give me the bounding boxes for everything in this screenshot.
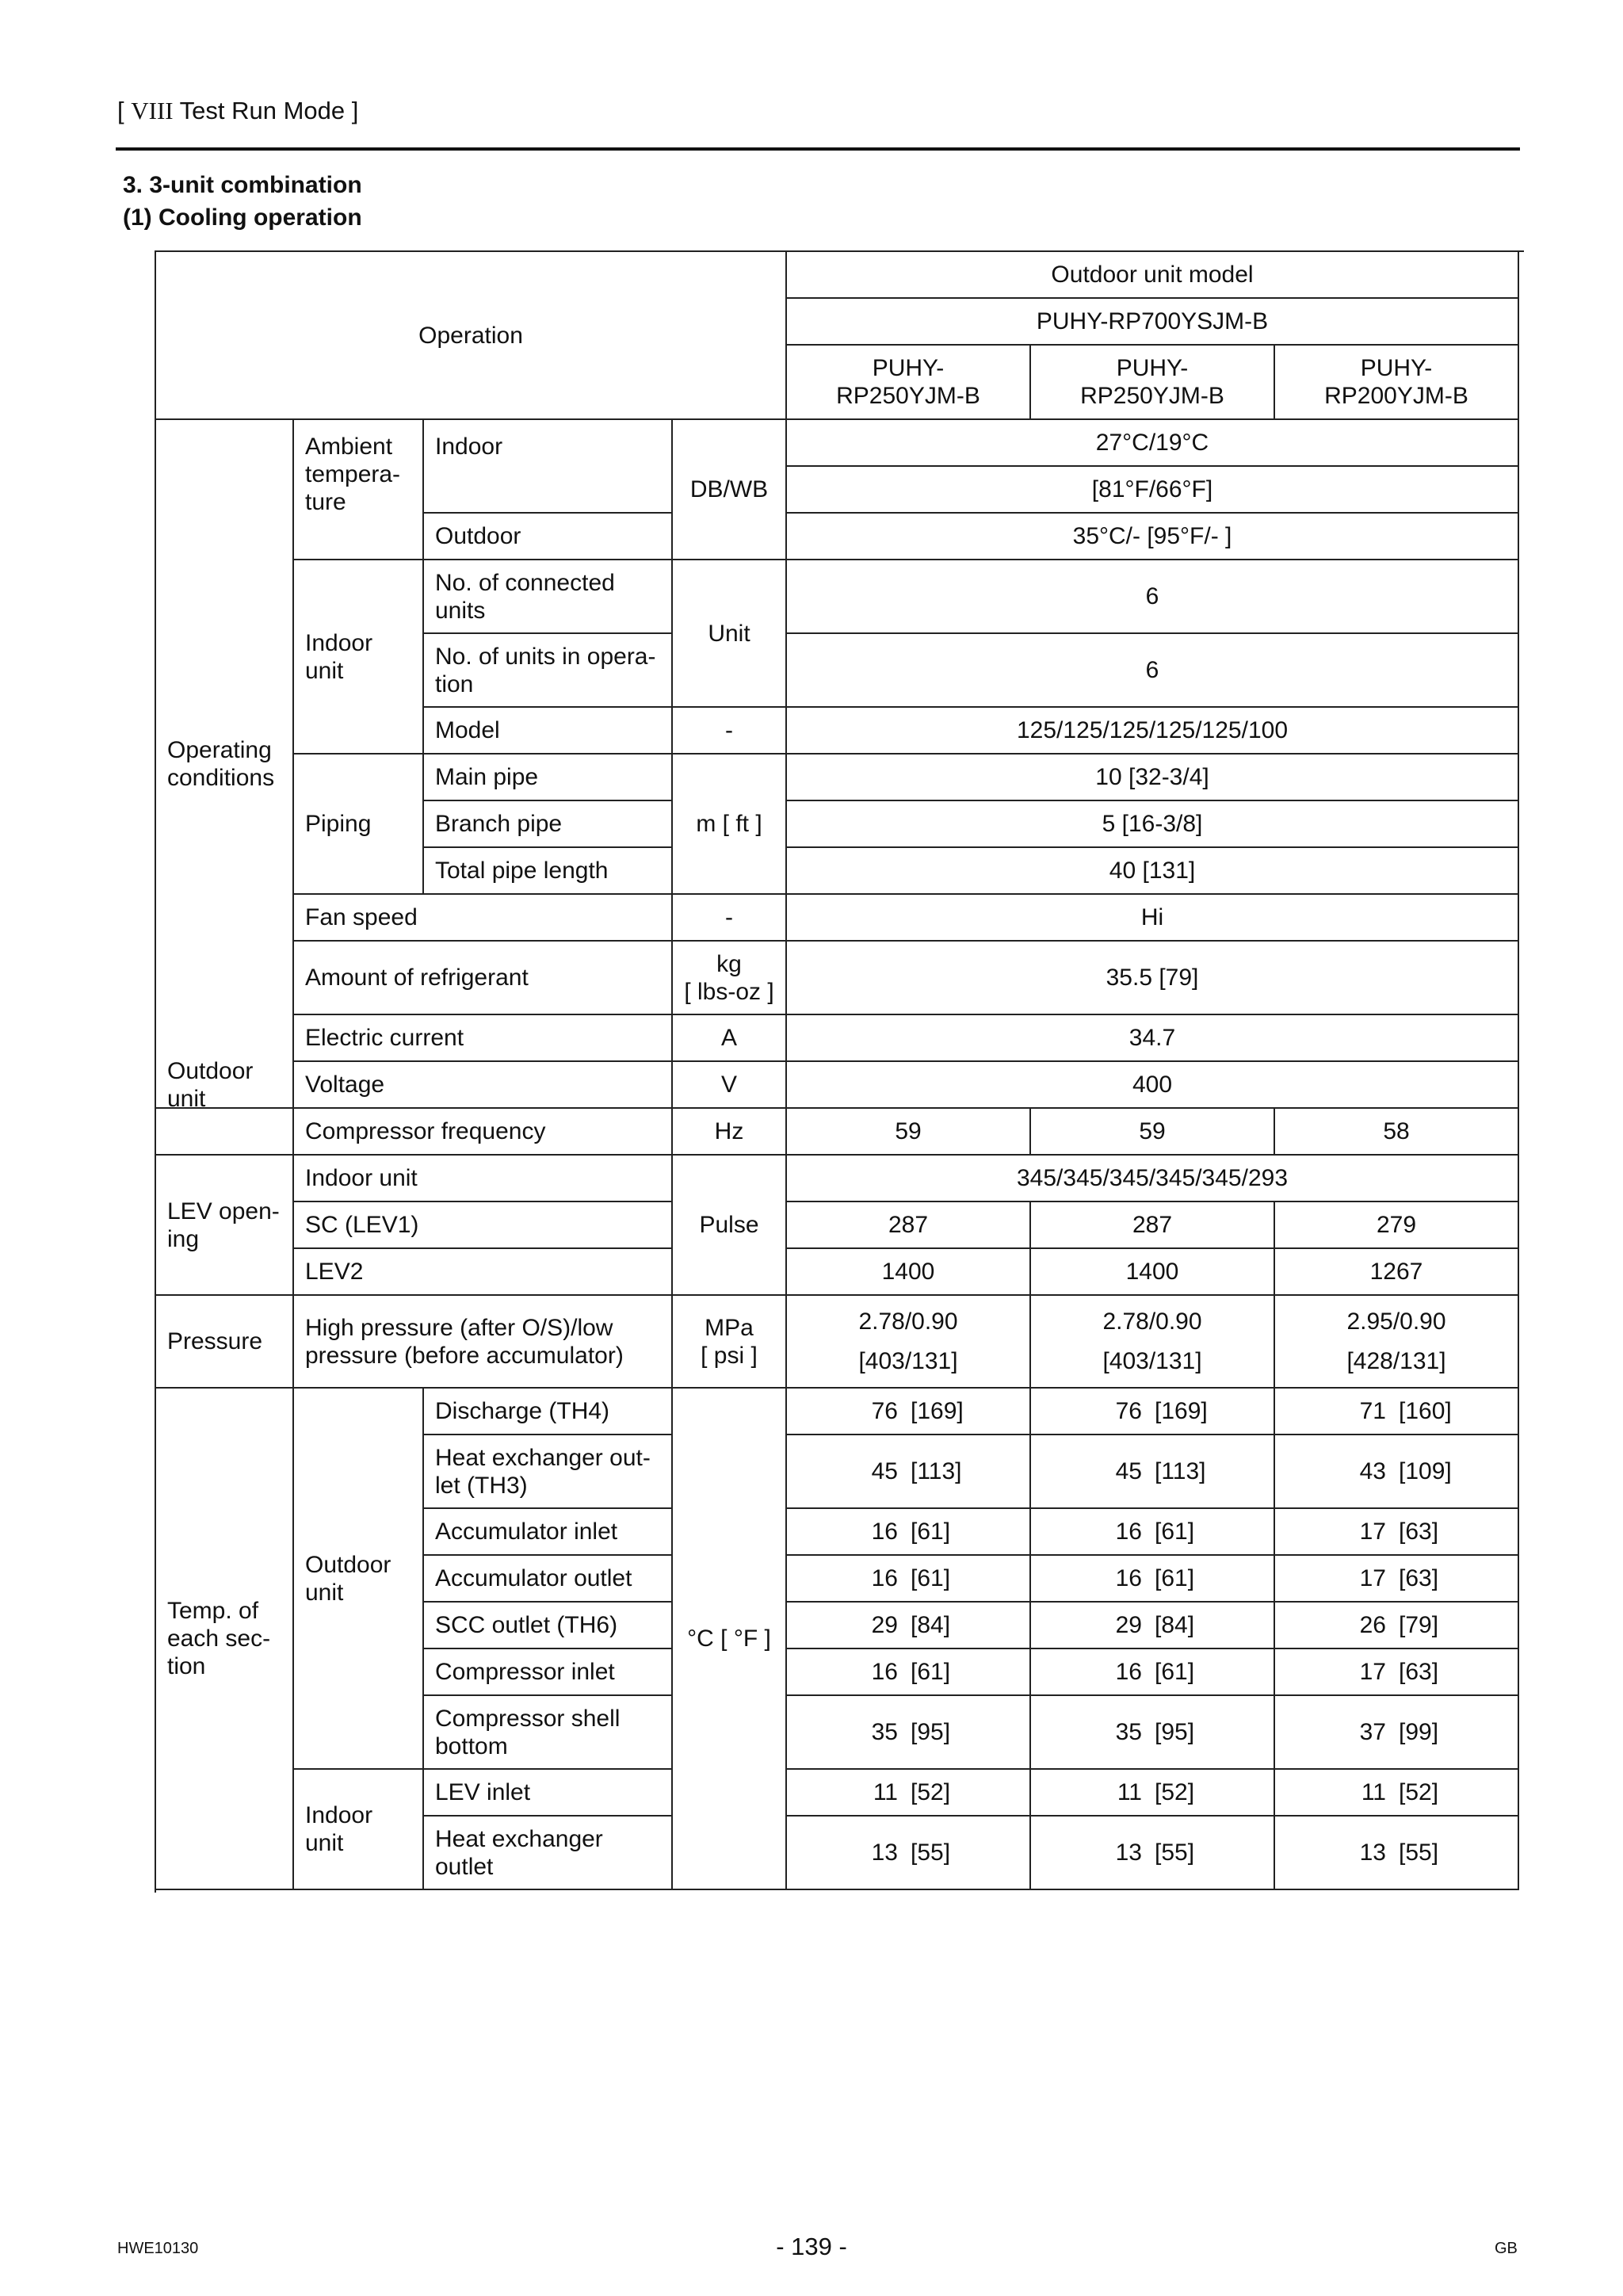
compressor-frequency-value: 58 [1275, 1109, 1519, 1156]
compressor-frequency-value: 59 [787, 1109, 1031, 1156]
temp-fahrenheit: [160] [1399, 1398, 1452, 1424]
region-code: GB [1495, 2240, 1518, 2257]
group-outdoor-unit: Outdoor unit [156, 1015, 294, 1156]
sc-lev1-label: SC (LEV1) [294, 1202, 673, 1249]
fan-speed-label: Fan speed [294, 895, 673, 942]
temp-row-label: Discharge (TH4) [424, 1389, 673, 1435]
test-run-table [155, 250, 1524, 1893]
temp-value [1275, 1817, 1519, 1890]
subsection-title: (1) Cooling operation [123, 204, 362, 231]
temp-fahrenheit: [52] [1155, 1779, 1195, 1805]
temp-value-pair [1283, 1839, 1510, 1866]
lev-indoor-value: 345/345/345/345/345/293 [787, 1156, 1519, 1202]
piping-unit: m [ ft ] [673, 755, 787, 895]
temp-value-pair [1039, 1397, 1266, 1425]
ambient-temperature-label: Ambient tempera- ture [294, 420, 424, 560]
indoor-unit-label: Indoor unit [294, 560, 424, 755]
temp-value [787, 1817, 1031, 1890]
temp-value-pair [1283, 1658, 1510, 1686]
temp-value-pair [795, 1564, 1022, 1592]
pressure-unit: MPa [ psi ] [673, 1296, 787, 1389]
compressor-frequency-unit: Hz [673, 1109, 787, 1156]
refrigerant-value: 35.5 [79] [787, 942, 1519, 1015]
chapter-title: Test Run Mode [179, 97, 346, 124]
model-unit: - [673, 708, 787, 755]
temp-fahrenheit: [61] [911, 1565, 951, 1591]
group-lev-opening: LEV open- ing [156, 1156, 294, 1296]
temp-celsius: 45 [1115, 1458, 1142, 1484]
temp-fahrenheit: [61] [1155, 1519, 1195, 1545]
temp-value-pair [795, 1457, 1022, 1485]
temp-celsius: 17 [1359, 1519, 1386, 1545]
pressure-value: 2.78/0.90 [403/131] [787, 1296, 1031, 1389]
temp-value [787, 1435, 1031, 1509]
temp-value [787, 1603, 1031, 1649]
temp-value [1275, 1389, 1519, 1435]
group-temperature: Temp. of each sec- tion [156, 1389, 294, 1890]
temp-value-pair [795, 1718, 1022, 1746]
operating-units-value: 6 [787, 634, 1519, 708]
ambient-outdoor-label: Outdoor [424, 514, 673, 560]
compressor-frequency-value: 59 [1031, 1109, 1275, 1156]
temp-value [1275, 1603, 1519, 1649]
refrigerant-label: Amount of refrigerant [294, 942, 673, 1015]
temp-celsius: 43 [1359, 1458, 1386, 1484]
temp-value [1275, 1509, 1519, 1556]
temp-value-pair [1283, 1457, 1510, 1485]
temp-celsius: 17 [1359, 1565, 1386, 1591]
temp-row-label: Heat exchanger out- let (TH3) [424, 1435, 673, 1509]
temp-row-label: Accumulator inlet [424, 1509, 673, 1556]
temp-celsius: 11 [1117, 1779, 1142, 1805]
temp-value [1275, 1770, 1519, 1817]
temp-celsius: 37 [1359, 1719, 1386, 1745]
temp-value-pair [1283, 1397, 1510, 1425]
ambient-indoor-value-c: 27°C/19°C [787, 420, 1519, 467]
temp-outdoor-unit-label: Outdoor unit [294, 1389, 424, 1770]
ambient-indoor-label: Indoor [424, 420, 673, 514]
group-pressure: Pressure [156, 1296, 294, 1389]
main-pipe-value: 10 [32-3/4] [787, 755, 1519, 801]
temp-value-pair [795, 1518, 1022, 1545]
temp-value-pair [1283, 1518, 1510, 1545]
electric-current-unit: A [673, 1015, 787, 1062]
temp-value [787, 1696, 1031, 1770]
temp-value-pair [1283, 1611, 1510, 1639]
temp-celsius: 16 [871, 1659, 898, 1685]
temp-fahrenheit: [61] [1155, 1659, 1195, 1685]
temp-fahrenheit: [63] [1399, 1659, 1439, 1685]
temp-celsius: 35 [871, 1719, 898, 1745]
temp-row-label: Accumulator outlet [424, 1556, 673, 1603]
temp-fahrenheit: [79] [1399, 1612, 1439, 1638]
system-model: PUHY-RP700YSJM-B [787, 299, 1519, 346]
temp-unit: °C [ °F ] [673, 1389, 787, 1890]
temp-celsius: 11 [873, 1779, 898, 1805]
refrigerant-unit: kg [ lbs-oz ] [673, 942, 787, 1015]
temp-fahrenheit: [95] [911, 1719, 951, 1745]
temp-celsius: 16 [871, 1519, 898, 1545]
temp-fahrenheit: [55] [1155, 1839, 1195, 1866]
unit-model-2: PUHY- RP250YJM-B [1031, 346, 1275, 420]
header-rule [116, 147, 1520, 151]
temp-value [1031, 1435, 1275, 1509]
temp-fahrenheit: [63] [1399, 1565, 1439, 1591]
group-operating-conditions: Operating conditions [156, 420, 294, 1109]
branch-pipe-label: Branch pipe [424, 801, 673, 848]
ambient-unit: DB/WB [673, 420, 787, 560]
temp-value [1275, 1696, 1519, 1770]
unit-model-1: PUHY- RP250YJM-B [787, 346, 1031, 420]
temp-row-label: SCC outlet (TH6) [424, 1603, 673, 1649]
indoor-count-unit: Unit [673, 560, 787, 708]
connected-units-value: 6 [787, 560, 1519, 634]
ambient-indoor-value-f: [81°F/66°F] [787, 467, 1519, 514]
temp-fahrenheit: [55] [911, 1839, 951, 1866]
temp-value-pair [1039, 1457, 1266, 1485]
temp-value-pair [795, 1658, 1022, 1686]
temp-fahrenheit: [63] [1399, 1519, 1439, 1545]
temp-celsius: 45 [871, 1458, 898, 1484]
sc-lev1-value: 287 [1031, 1202, 1275, 1249]
total-pipe-value: 40 [131] [787, 848, 1519, 895]
temp-celsius: 17 [1359, 1659, 1386, 1685]
temp-value [1031, 1556, 1275, 1603]
temp-value [787, 1649, 1031, 1696]
voltage-label: Voltage [294, 1062, 673, 1109]
temp-value-pair [1039, 1718, 1266, 1746]
temp-value-pair [1039, 1839, 1266, 1866]
temp-value [1275, 1435, 1519, 1509]
unit-model-3: PUHY- RP200YJM-B [1275, 346, 1519, 420]
voltage-value: 400 [787, 1062, 1519, 1109]
model-label: Model [424, 708, 673, 755]
section-title: 3. 3-unit combination [123, 172, 362, 198]
main-pipe-label: Main pipe [424, 755, 673, 801]
temp-fahrenheit: [113] [911, 1458, 962, 1484]
temp-value-pair [1039, 1658, 1266, 1686]
temp-celsius: 13 [1359, 1839, 1386, 1866]
temp-fahrenheit: [61] [911, 1659, 951, 1685]
temp-value-pair [1039, 1564, 1266, 1592]
temp-value [787, 1509, 1031, 1556]
temp-fahrenheit: [61] [911, 1519, 951, 1545]
temp-value-pair [795, 1778, 1022, 1806]
temp-fahrenheit: [84] [911, 1612, 951, 1638]
temp-value-pair [1283, 1718, 1510, 1746]
operating-units-label: No. of units in opera- tion [424, 634, 673, 708]
temp-celsius: 71 [1359, 1398, 1386, 1424]
lev2-value: 1400 [787, 1249, 1031, 1296]
electric-current-value: 34.7 [787, 1015, 1519, 1062]
model-value: 125/125/125/125/125/100 [787, 708, 1519, 755]
temp-fahrenheit: [95] [1155, 1719, 1195, 1745]
temp-value [1031, 1770, 1275, 1817]
temp-fahrenheit: [84] [1155, 1612, 1195, 1638]
temp-fahrenheit: [61] [1155, 1565, 1195, 1591]
temp-value-pair [1283, 1564, 1510, 1592]
fan-speed-unit: - [673, 895, 787, 942]
lev2-value: 1400 [1031, 1249, 1275, 1296]
temp-indoor-unit-label: Indoor unit [294, 1770, 424, 1890]
temp-celsius: 13 [1115, 1839, 1142, 1866]
temp-fahrenheit: [99] [1399, 1719, 1439, 1745]
lev-unit: Pulse [673, 1156, 787, 1296]
temp-celsius: 16 [1115, 1519, 1142, 1545]
temp-celsius: 11 [1361, 1779, 1386, 1805]
temp-value-pair [1283, 1778, 1510, 1806]
temp-value [1031, 1817, 1275, 1890]
temp-value-pair [1039, 1778, 1266, 1806]
temp-value [787, 1389, 1031, 1435]
temp-row-label: Heat exchanger outlet [424, 1817, 673, 1890]
fan-speed-value: Hi [787, 895, 1519, 942]
temp-value [1031, 1509, 1275, 1556]
temp-row-label: LEV inlet [424, 1770, 673, 1817]
temp-value-pair [795, 1839, 1022, 1866]
total-pipe-label: Total pipe length [424, 848, 673, 895]
temp-celsius: 76 [1115, 1398, 1142, 1424]
temp-fahrenheit: [109] [1399, 1458, 1452, 1484]
temp-fahrenheit: [169] [1155, 1398, 1208, 1424]
temp-row-label: Compressor inlet [424, 1649, 673, 1696]
voltage-unit: V [673, 1062, 787, 1109]
temp-value [1275, 1556, 1519, 1603]
temp-fahrenheit: [52] [911, 1779, 951, 1805]
temp-value [1031, 1389, 1275, 1435]
temp-celsius: 13 [871, 1839, 898, 1866]
temp-value-pair [795, 1397, 1022, 1425]
temp-value [1031, 1696, 1275, 1770]
temp-value [1275, 1649, 1519, 1696]
outdoor-unit-model-header: Outdoor unit model [787, 252, 1519, 299]
temp-value [1031, 1603, 1275, 1649]
temp-fahrenheit: [169] [911, 1398, 964, 1424]
pressure-value: 2.95/0.90 [428/131] [1275, 1296, 1519, 1389]
temp-celsius: 16 [1115, 1565, 1142, 1591]
pressure-label: High pressure (after O/S)/low pressure (before accumulator) [294, 1296, 673, 1389]
temp-celsius: 16 [1115, 1659, 1142, 1685]
temp-value [1031, 1649, 1275, 1696]
temp-value [787, 1556, 1031, 1603]
lev2-label: LEV2 [294, 1249, 673, 1296]
sc-lev1-value: 279 [1275, 1202, 1519, 1249]
compressor-frequency-label: Compressor frequency [294, 1109, 673, 1156]
temp-fahrenheit: [113] [1155, 1458, 1206, 1484]
temp-value-pair [1039, 1611, 1266, 1639]
temp-celsius: 76 [871, 1398, 898, 1424]
electric-current-label: Electric current [294, 1015, 673, 1062]
operation-header: Operation [156, 252, 787, 420]
temp-celsius: 29 [1115, 1612, 1142, 1638]
connected-units-label: No. of connected units [424, 560, 673, 634]
branch-pipe-value: 5 [16-3/8] [787, 801, 1519, 848]
temp-celsius: 26 [1359, 1612, 1386, 1638]
temp-value [787, 1770, 1031, 1817]
temp-celsius: 35 [1115, 1719, 1142, 1745]
temp-celsius: 16 [871, 1565, 898, 1591]
temp-celsius: 29 [871, 1612, 898, 1638]
temp-fahrenheit: [55] [1399, 1839, 1439, 1866]
temp-row-label: Compressor shell bottom [424, 1696, 673, 1770]
piping-label: Piping [294, 755, 424, 895]
sc-lev1-value: 287 [787, 1202, 1031, 1249]
temp-value-pair [795, 1611, 1022, 1639]
temp-fahrenheit: [52] [1399, 1779, 1439, 1805]
chapter-numeral: VIII [131, 97, 174, 124]
ambient-outdoor-value: 35°C/- [95°F/- ] [787, 514, 1519, 560]
lev2-value: 1267 [1275, 1249, 1519, 1296]
temp-value-pair [1039, 1518, 1266, 1545]
page-number: - 139 - [776, 2233, 847, 2260]
pressure-value: 2.78/0.90 [403/131] [1031, 1296, 1275, 1389]
running-header: [ VIII Test Run Mode ] [117, 97, 359, 124]
doc-code: HWE10130 [117, 2240, 199, 2257]
lev-indoor-label: Indoor unit [294, 1156, 673, 1202]
